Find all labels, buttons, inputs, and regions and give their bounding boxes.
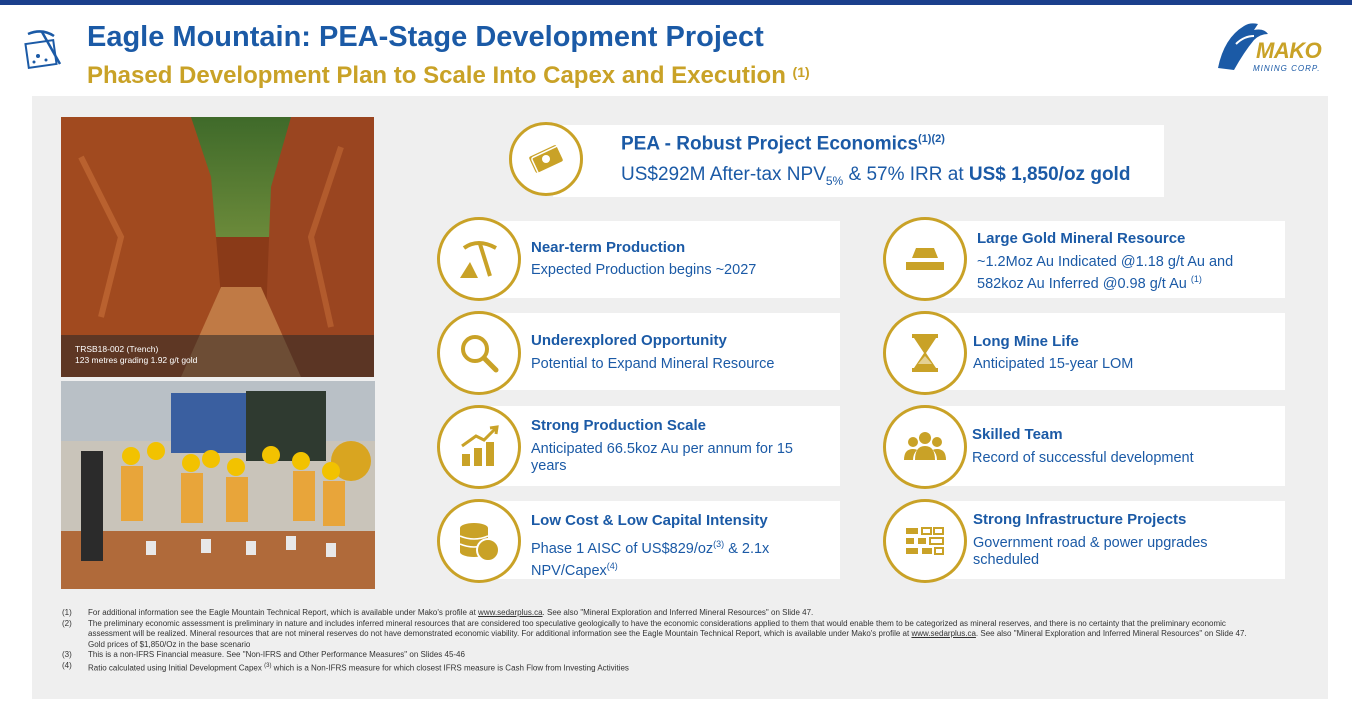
top-accent-bar xyxy=(0,0,1352,5)
trench-caption-line2: 123 metres grading 1.92 g/t gold xyxy=(75,355,198,365)
low-cost-title: Low Cost & Low Capital Intensity xyxy=(531,512,768,529)
page-subtitle: Phased Development Plan to Scale Into Capex and Execution $^{(1)}$ xyxy=(87,62,810,89)
scale-title: Strong Production Scale xyxy=(531,417,707,434)
near-term-title: Near-term Production xyxy=(531,239,686,256)
long-life-title: Long Mine Life xyxy=(973,333,1079,350)
long-life-icon-circle xyxy=(883,311,967,395)
large-gold-text: ~1.2Moz Au Indicated @1.18 g/t Au and 582koz Au Inferred @0.98 g/t Au $^{(1)}$ xyxy=(977,254,1234,292)
groundbreaking-photo xyxy=(61,381,375,589)
near-term-card xyxy=(488,221,840,298)
infra-title: Strong Infrastructure Projects xyxy=(973,511,1187,528)
pea-text: US$292M After-tax $NPV_{5\%}$ & 57% IRR at US$ 1,850/oz gold xyxy=(621,164,1131,188)
trench-caption xyxy=(61,335,374,377)
pea-title: PEA - Robust Project Economics$^{(1)(2)}$ xyxy=(621,133,945,155)
infra-icon-circle xyxy=(883,499,967,583)
pea-icon-circle xyxy=(509,122,583,196)
growth-chart-icon xyxy=(456,424,502,470)
team-icon-circle xyxy=(883,405,967,489)
logo-wordmark: MAKO xyxy=(1256,38,1322,63)
long-life-text: Anticipated 15-year LOM xyxy=(973,356,1134,372)
sedar-link[interactable]: www.sedarplus.ca xyxy=(478,608,543,617)
near-term-text: Expected Production begins ~2027 xyxy=(531,262,757,278)
scale-icon-circle xyxy=(437,405,521,489)
near-term-icon-circle xyxy=(437,217,521,301)
money-icon xyxy=(523,136,569,182)
page-title: Eagle Mountain: PEA-Stage Development Project xyxy=(87,21,764,53)
pickaxe-icon xyxy=(456,236,502,282)
large-gold-icon-circle xyxy=(883,217,967,301)
team-text: Record of successful development xyxy=(972,450,1194,466)
scale-text: Anticipated 66.5koz Au per annum for 15 years xyxy=(531,441,793,474)
search-icon xyxy=(456,330,502,376)
logo-subtext: MINING CORP. xyxy=(1253,64,1321,73)
footnote-4: (4) Ratio calculated using Initial Development Capex $^{(3)}$ which is a Non-IFRS measure for which closest IFRS measure is Cash Flow from Investing Activities xyxy=(62,660,629,673)
trench-photo xyxy=(61,117,374,377)
low-cost-text: Phase 1 AISC of $US\$829/oz^{(3)}$ & 2.1x NPV/Capex$^{(4)}$ xyxy=(531,539,770,579)
footnote-2: (2) The preliminary economic assessment is preliminary in nature and includes inferred mineral resources that are considered too speculative geologically to have the economic considerations applied to them that would enable them to be categorized as mineral reserves, and there is no certainty that the preliminary economic assessment will be realized. Mineral resources that are not mineral reserves do not have demonstrated economic viability. For additional information see the Eagle Mountain Technical Report, which is available under Mako's profile at www.sedarplus.ca. See also "Mineral Exploration and Inferred Mineral Resources" on Slide 47. Gold prices of $1,850/Oz in the base scenario xyxy=(62,618,1247,649)
low-cost-icon-circle xyxy=(437,499,521,583)
team-icon xyxy=(902,424,948,470)
coins-icon xyxy=(456,518,502,564)
underexplored-icon-circle xyxy=(437,311,521,395)
underexplored-card xyxy=(488,313,840,390)
long-life-card xyxy=(934,313,1285,390)
footnote-3: (3) This is a non-IFRS Financial measure. See "Non-IFRS and Other Performance Measures" on Slides 45-46 xyxy=(62,650,465,659)
team-title: Skilled Team xyxy=(972,426,1063,443)
footnote-1: (1) For additional information see the Eagle Mountain Technical Report, which is available under Mako's profile at www.sedarplus.ca. See also "Mineral Exploration and Inferred Mineral Resources" on Slide 47. xyxy=(62,608,814,617)
infrastructure-icon xyxy=(902,518,948,564)
gold-bars-icon xyxy=(902,236,948,282)
infra-text: Government road & power upgrades scheduled xyxy=(973,535,1208,568)
team-card xyxy=(934,406,1285,486)
pickaxe-map-icon xyxy=(24,26,68,70)
sedar-link[interactable]: www.sedarplus.ca xyxy=(911,629,976,638)
underexplored-text: Potential to Expand Mineral Resource xyxy=(531,356,775,372)
hourglass-icon xyxy=(902,330,948,376)
footnotes xyxy=(62,608,1262,674)
large-gold-title: Large Gold Mineral Resource xyxy=(977,230,1186,247)
trench-caption-line1: TRSB18-002 (Trench) xyxy=(75,344,159,354)
underexplored-title: Underexplored Opportunity xyxy=(531,332,727,349)
